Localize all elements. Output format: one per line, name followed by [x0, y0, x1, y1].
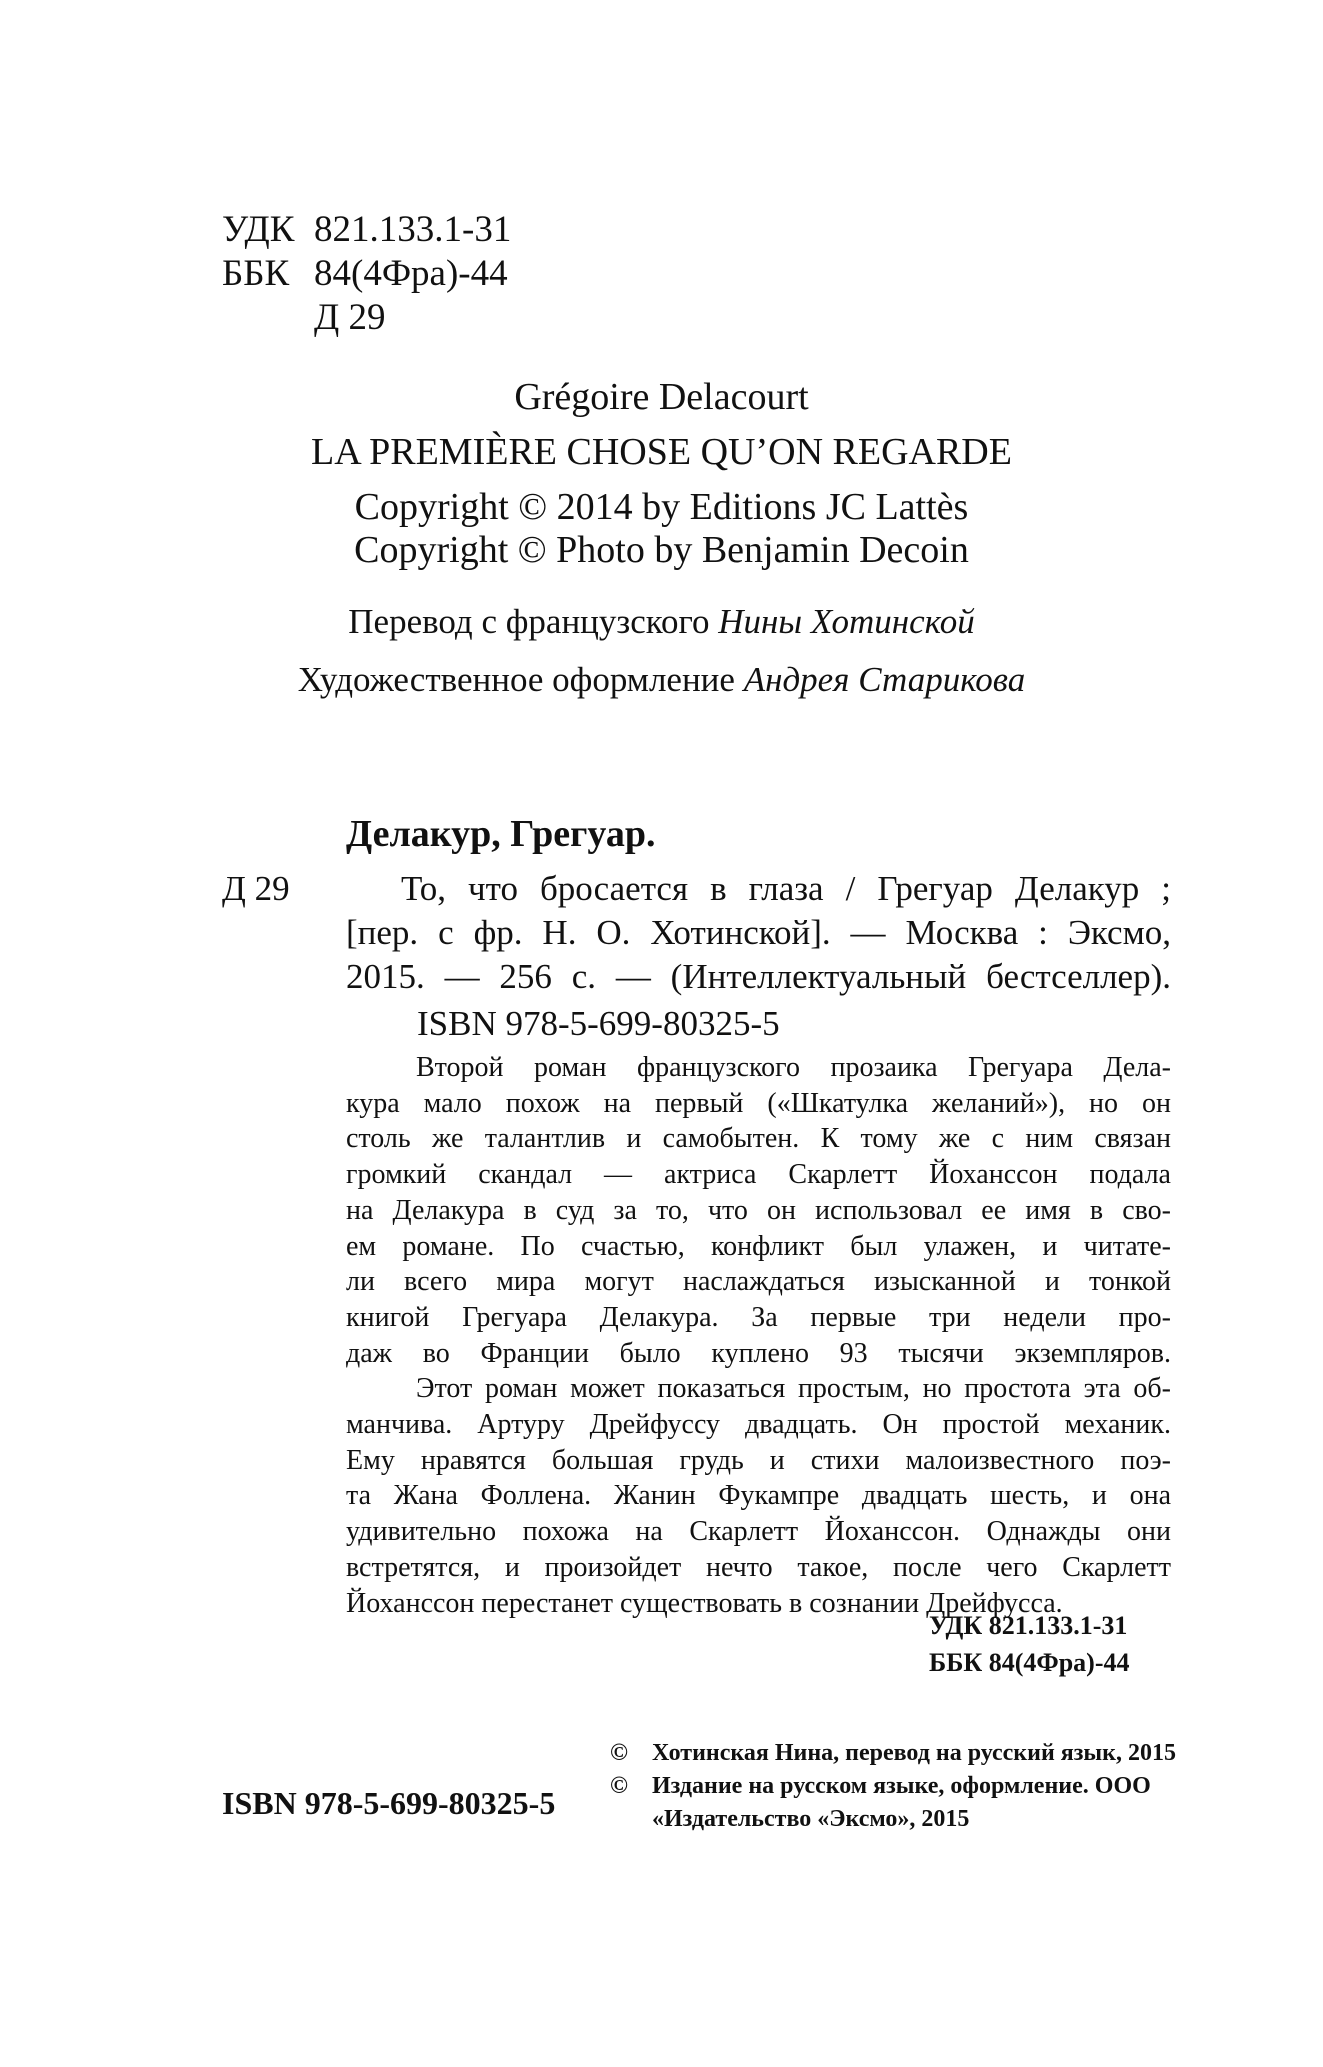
copyright-text: Хотинская Нина, перевод на русский язык, 2015 — [652, 1740, 1176, 1766]
bib-line: [пер. с фр. Н. О. Хотинской]. — Москва : Эксмо, — [346, 913, 1171, 952]
isbn-bold: ISBN 978-5-699-80325-5 — [222, 1785, 556, 1821]
translation-label: Перевод с французского — [348, 602, 710, 641]
footer-bbk: ББК 84(4Фра)-44 — [929, 1648, 1130, 1677]
annotation-line: ем романе. По счастью, конфликт был улажен, и читате- — [346, 1230, 1171, 1262]
bbk-value: 84(4Фра)-44 — [314, 253, 508, 294]
bib-heading: Делакур, Грегуар. — [346, 813, 656, 855]
annotation-line: кура мало похож на первый («Шкатулка желаний»), но он — [346, 1087, 1171, 1119]
designer-name: Андрея Старикова — [743, 660, 1026, 699]
copyright-symbol: © — [610, 1740, 628, 1766]
annotation-line: даж во Франции было куплено 93 тысячи экземпляров. — [346, 1337, 1171, 1369]
copyright-translation — [610, 1737, 1176, 1769]
copyright-symbol: © — [610, 1773, 628, 1799]
annotation-line: манчива. Артуру Дрейфуссу двадцать. Он простой механик. — [346, 1409, 1171, 1441]
bbk-row — [222, 252, 508, 296]
translation-credit — [0, 600, 1323, 644]
annotation-line: ли всего мира могут наслаждаться изысканной и тонкой — [346, 1266, 1171, 1298]
original-author: Grégoire Delacourt — [514, 376, 809, 418]
annotation-line: Второй роман французского прозаика Грегуара Дела- — [416, 1052, 1171, 1083]
copyright-text: Издание на русском языке, оформление. ООО — [652, 1773, 1151, 1799]
bib-mark: Д 29 — [222, 869, 290, 908]
author-mark: Д 29 — [314, 297, 386, 338]
bib-line: То, что бросается в глаза / Грегуар Делакур ; — [401, 869, 1171, 908]
udk-value: 821.133.1-31 — [314, 209, 512, 250]
annotation-line: Этот роман может показаться простым, но простота эта об- — [416, 1373, 1171, 1405]
annotation-line: книгой Грегуара Делакура. За первые три недели про- — [346, 1301, 1171, 1333]
design-credit — [0, 658, 1323, 702]
annotation-line: на Делакура в суд за то, что он использовал ее имя в сво- — [346, 1194, 1171, 1226]
annotation — [346, 1050, 1171, 1621]
annotation-line: встретятся, и произойдет нечто такое, после чего Скарлетт — [346, 1551, 1171, 1583]
design-label: Художественное оформление — [297, 660, 735, 699]
annotation-line: громкий скандал — актриса Скарлетт Йохансcон подала — [346, 1159, 1171, 1191]
udk-row — [222, 208, 511, 252]
annotation-line: Йохансcон перестанет существовать в сознании Дрейфусса. — [346, 1587, 1063, 1619]
bib-description — [346, 867, 1171, 999]
copyright-publisher: «Издательство «Эксмо», 2015 — [652, 1806, 970, 1832]
bib-line: 2015. — 256 с. — (Интеллектуальный бестселлер). — [346, 957, 1171, 996]
bbk-label: ББК — [222, 253, 290, 294]
translator-name: Нины Хотинской — [718, 602, 975, 641]
udk-label: УДК — [222, 209, 295, 250]
annotation-line: Ему нравятся большая грудь и стихи малоизвестного поэ- — [346, 1444, 1171, 1476]
original-title: LA PREMIÈRE CHOSE QU’ON REGARDE — [311, 431, 1012, 473]
copyright-original: Copyright © 2014 by Editions JC Lattès — [354, 486, 969, 528]
annotation-line: удивительно похожа на Скарлетт Йохансcон. Однажды они — [346, 1516, 1171, 1548]
annotation-line: та Жана Фоллена. Жанин Фукампре двадцать шесть, и она — [346, 1480, 1171, 1512]
bib-isbn: ISBN 978-5-699-80325-5 — [417, 1004, 780, 1043]
footer-udk: УДК 821.133.1-31 — [929, 1611, 1128, 1640]
copyright-photo: Copyright © Photo by Benjamin Decoin — [354, 529, 969, 571]
annotation-line: столь же талантлив и самобытен. К тому же с ним связан — [346, 1123, 1171, 1155]
copyright-edition — [610, 1770, 1151, 1802]
